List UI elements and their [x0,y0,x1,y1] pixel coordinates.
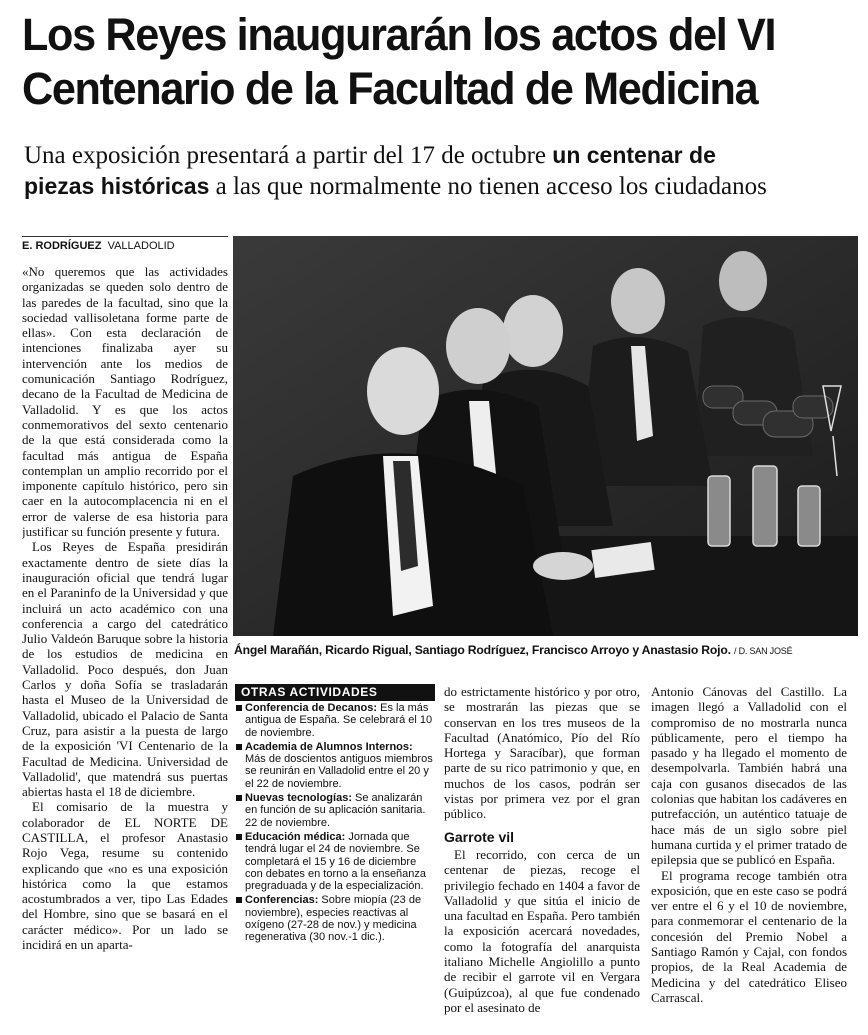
byline-place: VALLADOLID [107,240,175,252]
sidebar-item [235,831,435,892]
photo-caption [234,643,864,657]
photo-credit: / D. SAN JOSÉ [733,646,793,656]
sidebar-item-text: Más de doscientos antiguos miembros se reunirán en Valladolid entre el 20 y el 22 de noviembre. [245,753,433,790]
paragraph: El programa recoge también otra exposición, que en este caso se podrá ver entre el 6 y el 10 de noviembre, para conmemorar el centenario de la concesión del Premio Nobel a Santiago Ramón y Cajal, con fondos propios, de la Real Academia de Medicina y del catedrático Eliseo Carrascal. [651,867,847,1005]
byline-author: E. RODRÍGUEZ [22,240,102,252]
paragraph: «No queremos que las actividades organizadas se queden solo dentro de las paredes de la facultad, sino que la sociedad vallisoletana forme parte de ellas». Con esta declaración de intenciones finalizaba ayer su intervención ante los medios de comunicación Santiago Rodríguez, decano de la Facultad de Medicina de Valladolid. Y es que los actos conmemorativos del sexto centenario de la que está considerada como la facultad más antigua de España contemplan un amplio recorrido por el imponente capítulo histórico, pero sin caer en la autocomplacencia ni en el error de valerse de esa historia para justificar su función presente y futura. [22,264,228,540]
sidebar-item-head: Educación médica: [245,830,346,843]
article-column-4 [651,684,847,1034]
subheadline [24,140,859,202]
sidebar-item [235,792,435,829]
subheadline-bold-2: piezas históricas [24,173,210,199]
paragraph: Antonio Cánovas del Castillo. La imagen llegó a Valladolid con el compromiso de no mostrarla nunca públicamente, pero el tiempo ha pasado y ha llegado el momento de desempolvarla. También habrá una caja con gusanos disecados de las colonias que habitan los cadáveres en putrefacción, un auténtico tatuaje de hace más de un siglo sobre piel humana curtida y el primer tratado de epilepsia que se publicó en España. [651,684,847,868]
headline-line-2: Centenario de la Facultad de Medicina [22,63,758,114]
photo-caption-text: Ángel Marañán, Ricardo Rigual, Santiago Rodríguez, Francisco Arroyo y Anastasio Rojo. [234,643,731,657]
section-subhead: Garrote vil [444,828,515,845]
subheadline-part-2: a las que normalmente no tienen acceso los ciudadanos [209,173,767,200]
paragraph: do estrictamente histórico y por otro, se mostrarán las piezas que se conservan en los tres museos de la Facultad (Anatómico, Pío del Río Hortega y Saracíbar), que forman parte de su rico patrimonio y que, en muchos de los casos, podrán ser vistas por primera vez por el gran público. [444,684,640,822]
paragraph: El comisario de la muestra y colaborador de EL NORTE DE CASTILLA, el profesor Anastasio Rojo Vega, resume su contenido explicando que «no es una exposición histórica como la que estamos acostumbrados a ver, tipo Las Edades del Hombre, sino que se basará en el carácter médico». Por un lado se incidirá en un aparta- [22,799,228,953]
sidebar-item-text: Es la más antigua de España. Se celebrará el 10 de noviembre. [245,702,433,739]
subheadline-part-1: Una exposición presentará a partir del 17 de octubre [24,142,553,169]
sidebar-item-head: Conferencias: [245,894,319,907]
headline [22,8,824,116]
sidebar-item-head: Nuevas tecnologías: [245,792,352,805]
sidebar-item-head: Academia de Alumnos Internos: [245,740,413,753]
paragraph: El recorrido, con cerca de un centenar de piezas, recoge el privilegio fechado en 1404 a favor de Valladolid y que sitúa el inicio de una facultad en España. Pero también la exposición acercará novedades, como la fotografía del anarquista italiano Michelle Angiolillo a punto de recibir el garrote vil en Vergara (Guipúzcoa), al que fue condenado por el asesinato de [444,846,640,1015]
sidebar-item [235,702,435,739]
sidebar-item [235,741,435,790]
sidebar-box [235,702,435,946]
sidebar-item-head: Conferencia de Decanos: [245,702,378,714]
sidebar-box-title: OTRAS ACTIVIDADES [235,684,435,701]
article-column-3 [444,684,640,1034]
sidebar-item-text: Sobre miopía (23 de noviembre), especies reactivas al oxígeno (27-28 de nov.) y medicina regenerativa (30 nov.-1 dic.). [245,894,422,944]
byline [22,240,175,252]
subheadline-bold-1: un centenar de [552,142,716,168]
byline-rule [22,236,228,237]
paragraph: Los Reyes de España presidirán exactamente dentro de siete días la inauguración oficial que tendrá lugar en el Paraninfo de la Universidad y que incluirá un acto académico con una conferencia a cargo del catedrático Julio Valdeón Baruque sobre la historia de los estudios de medicina en Valladolid. Poco después, don Juan Carlos y doña Sofía se trasladarán hasta el Museo de la Universidad de Valladolid, ubicado el Palacio de Santa Cruz, para asistir a la puesta de largo de la exposición 'VI Centenario de la Facultad de Medicina. Universidad de Valladolid', que matendrá sus puertas abiertas hasta el 18 de diciembre. [22,539,228,800]
sidebar-item [235,894,435,943]
photo-illustration [233,236,858,636]
article-column-1 [22,264,228,1034]
headline-line-1: Los Reyes inaugurarán los actos del VI [22,9,776,60]
sidebar-item-text: Se analizarán en función de su aplicación sanitaria. 22 de noviembre. [245,792,426,829]
press-conference-photo [233,236,858,636]
sidebar-item-text: Jornada que tendrá lugar el 24 de noviembre. Se completará el 15 y 16 de diciembre con debates en torno a la enseñanza pregraduada y de la especialización. [245,830,427,893]
